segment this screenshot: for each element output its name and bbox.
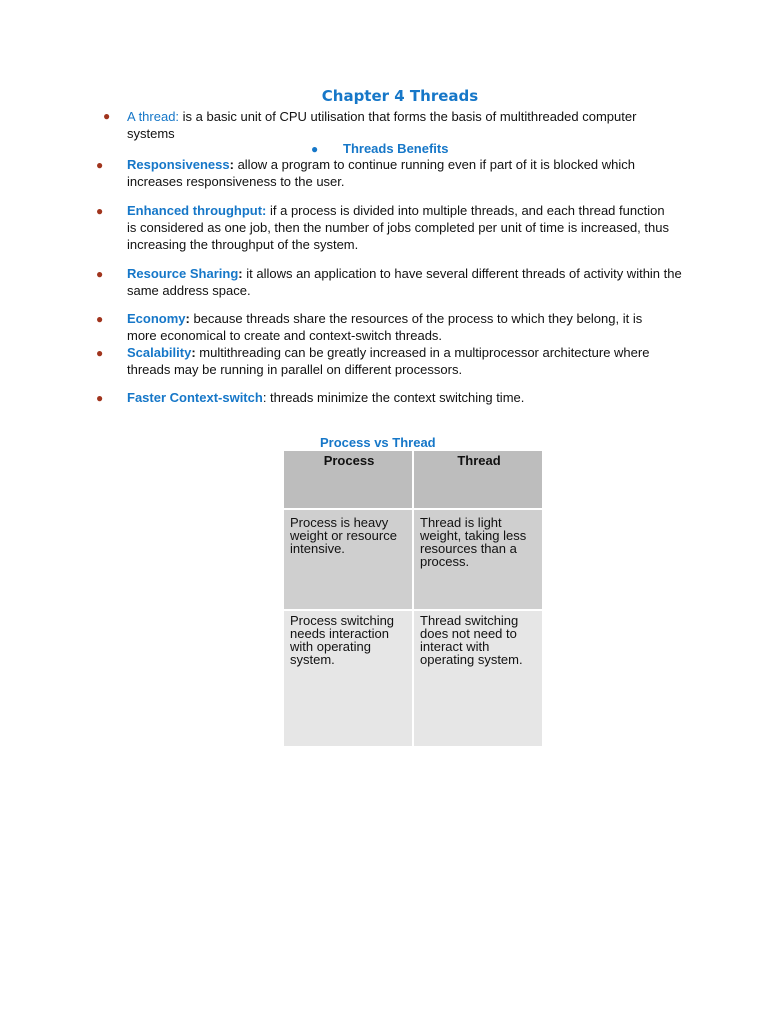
intro-text: is a basic unit of CPU utilisation that forms the basis of multithreaded computer systems	[127, 109, 637, 141]
table-cell: Thread switching does not need to interact with operating system.	[414, 611, 542, 746]
bullet-icon: ●	[96, 391, 104, 405]
benefit-term: Faster Context-switch	[127, 390, 263, 405]
benefit-term: Economy	[127, 311, 186, 326]
bullet-icon: ●	[103, 109, 111, 123]
benefit-text: allow a program to continue running even if part of it is blocked which increases responsiveness to the user.	[127, 157, 636, 189]
benefit-scalability	[127, 344, 667, 378]
table-cell: Process switching needs interaction with operating system.	[284, 611, 412, 746]
table-row	[284, 611, 542, 746]
benefit-text: because threads share the resources of the process to which they belong, it is more economical to create and context-switch threads.	[127, 311, 643, 343]
benefit-term: Enhanced throughput:	[127, 203, 267, 218]
benefit-colon: :	[191, 345, 196, 360]
benefit-resource-sharing	[127, 265, 687, 299]
benefit-responsiveness	[127, 156, 687, 190]
benefit-faster-context-switch	[127, 389, 687, 406]
benefit-colon: :	[229, 157, 234, 172]
table-caption: Process vs Thread	[320, 435, 436, 450]
benefit-text: if a process is divided into multiple threads, and each thread function is considered as one job, then the number of jobs completed per unit of time is increased, thus increasing the throughput of the system.	[127, 203, 669, 252]
intro-term: A thread:	[127, 109, 180, 124]
benefit-colon: :	[185, 311, 190, 326]
table-cell: Thread is light weight, taking less resources than a process.	[414, 510, 542, 609]
bullet-icon: ●	[96, 312, 104, 326]
benefit-term: Resource Sharing	[127, 266, 239, 281]
intro-paragraph	[127, 108, 647, 142]
benefit-text: multithreading can be greatly increased in a multiprocessor architecture where threads may be running in parallel on different processors.	[127, 345, 650, 377]
bullet-icon: ●	[96, 267, 104, 281]
bullet-icon: ●	[96, 346, 104, 360]
table-header-cell: Thread	[414, 451, 542, 508]
benefit-text: it allows an application to have several different threads of activity within the same address space.	[127, 266, 682, 298]
benefit-economy	[127, 310, 675, 344]
benefit-term: Responsiveness	[127, 157, 230, 172]
table-header-row	[284, 451, 542, 508]
process-vs-thread-table	[282, 449, 544, 748]
table-cell: Process is heavy weight or resource intensive.	[284, 510, 412, 609]
page-title: Chapter 4 Threads	[321, 87, 479, 105]
benefit-text: : threads minimize the context switching time.	[262, 390, 525, 405]
table-row	[284, 510, 542, 609]
benefits-heading: Threads Benefits	[343, 141, 449, 156]
bullet-icon: ●	[311, 142, 319, 156]
benefit-term: Scalability	[127, 345, 192, 360]
benefit-colon: :	[238, 266, 243, 281]
benefit-enhanced-throughput	[127, 202, 675, 253]
bullet-icon: ●	[96, 204, 104, 218]
bullet-icon: ●	[96, 158, 104, 172]
table-header-cell: Process	[284, 451, 412, 508]
